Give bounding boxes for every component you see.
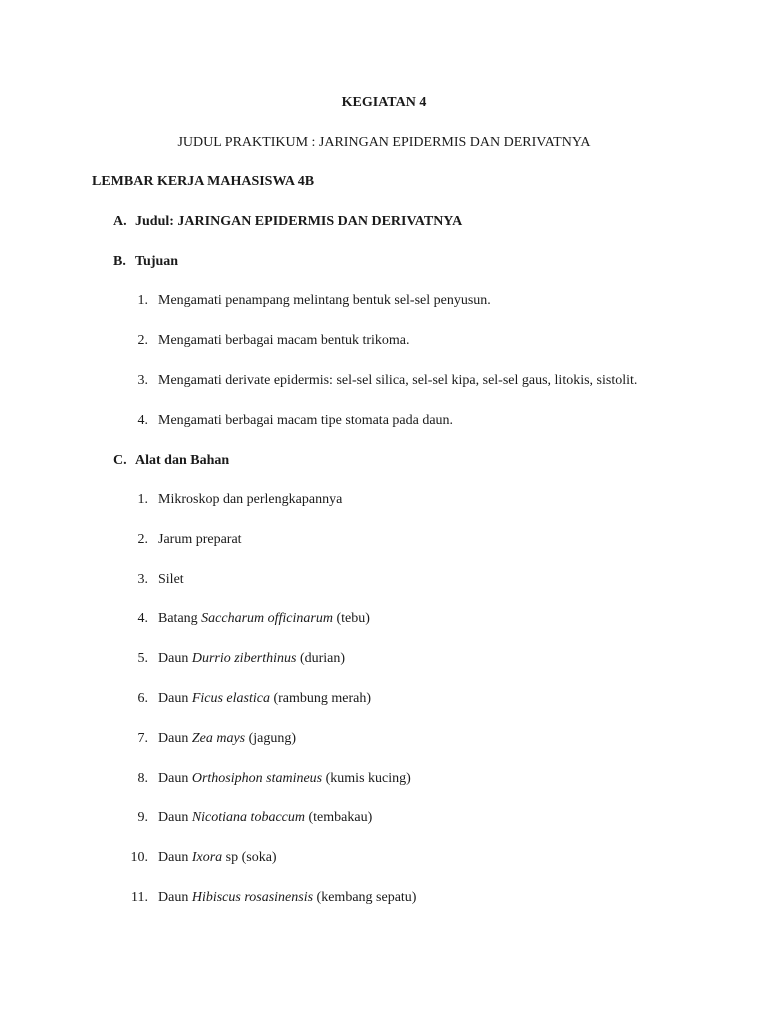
material-number: 7. [137,731,148,746]
section-c-letter: C. [113,453,127,468]
material-number: 2. [137,532,148,547]
objective-number: 1. [137,293,148,308]
objective-text: Mengamati penampang melintang bentuk sel-sel penyusun. [158,293,491,308]
objective-text: Mengamati berbagai macam tipe stomata pada daun. [158,413,454,428]
material-text [158,849,277,867]
material-text [158,770,411,788]
material-text [158,571,184,589]
practicum-title: JUDUL PRAKTIKUM : JARINGAN EPIDERMIS DAN DERIVATNYA [177,135,591,150]
material-label: Daun [158,890,192,905]
material-number: 5. [137,651,148,666]
objective-number: 2. [137,333,148,348]
material-label: Mikroskop dan perlengkapannya [158,492,343,507]
objective-text: Mengamati derivate epidermis: sel-sel silica, sel-sel kipa, sel-sel gaus, litokis, sistolit. [158,373,638,388]
species-name: Hibiscus rosasinensis [191,890,314,905]
common-name: (durian) [296,651,346,666]
section-c-title: Alat dan Bahan [135,453,230,468]
objective-number: 3. [137,373,148,388]
species-name: Orthosiphon stamineus [191,771,323,786]
objective-number: 4. [137,413,148,428]
material-number: 8. [137,771,148,786]
material-text [158,889,416,907]
material-label: Daun [158,850,192,865]
species-name: Saccharum officinarum [201,611,333,626]
material-number: 3. [137,572,148,587]
section-a-title: Judul: JARINGAN EPIDERMIS DAN DERIVATNYA [135,214,463,229]
material-text [158,730,296,748]
species-name: Nicotiana tobaccum [191,810,305,825]
common-name: (kumis kucing) [322,771,411,786]
material-text [158,610,370,628]
material-number: 11. [131,890,148,905]
material-label: Daun [158,651,192,666]
material-text [158,690,371,708]
material-text [158,650,345,668]
section-b-letter: B. [113,254,126,269]
species-name: Durrio ziberthinus [191,651,297,666]
material-number: 9. [137,810,148,825]
material-label: Batang [158,611,202,626]
activity-heading: KEGIATAN 4 [341,95,427,110]
common-name: (tembakau) [304,810,373,825]
material-label: Daun [158,731,192,746]
material-number: 4. [137,611,148,626]
material-text [158,491,342,509]
material-label: Daun [158,691,192,706]
material-number: 10. [130,850,148,865]
section-a-letter: A. [113,214,127,229]
common-name: (tebu) [332,611,370,626]
material-text [158,809,372,827]
material-label: Silet [158,572,184,587]
material-label: Daun [158,771,192,786]
objective-text: Mengamati berbagai macam bentuk trikoma. [158,333,410,348]
material-label: Jarum preparat [158,532,242,547]
common-name: (jagung) [245,731,297,746]
material-text [158,531,242,549]
common-name: (rambung merah) [269,691,372,706]
section-b-title: Tujuan [135,254,179,269]
common-name: sp (soka) [222,850,277,865]
species-name: Ixora [191,850,223,865]
material-number: 1. [137,492,148,507]
species-name: Zea mays [191,731,246,746]
common-name: (kembang sepatu) [313,890,417,905]
material-number: 6. [137,691,148,706]
worksheet-heading: LEMBAR KERJA MAHASISWA 4B [92,174,315,189]
species-name: Ficus elastica [191,691,270,706]
material-label: Daun [158,810,192,825]
